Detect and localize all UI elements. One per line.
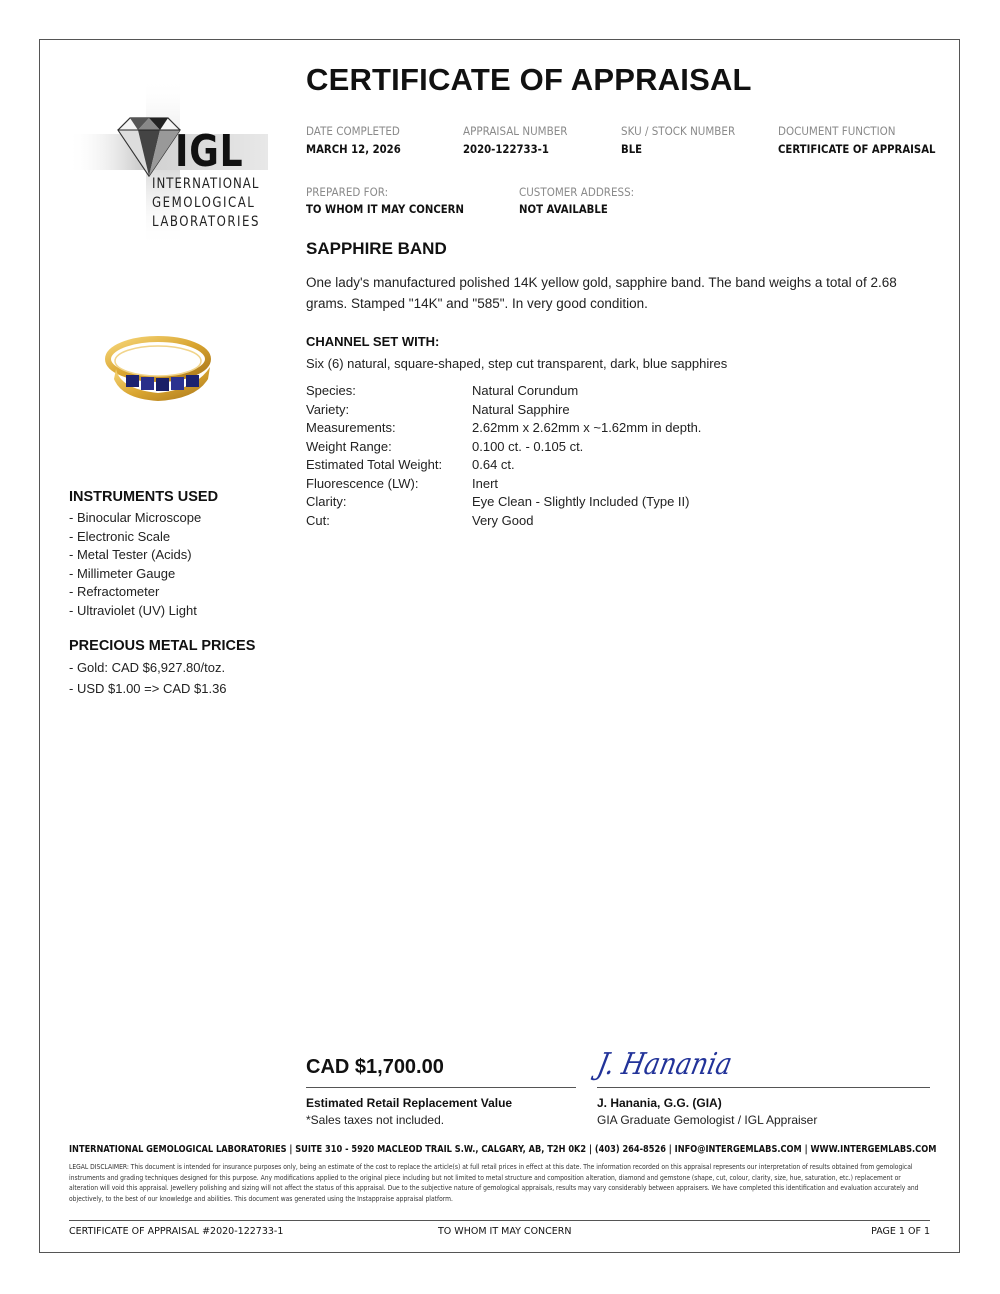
value-underline — [306, 1087, 576, 1088]
spec-row-measurements — [306, 420, 806, 438]
list-item: - Metal Tester (Acids) — [69, 547, 192, 562]
legal-disclaimer: LEGAL DISCLAIMER: This document is intended for insurance purposes only, being an estimate of the cost to replace the article(s) at full retail prices in effect at this date. The information recorded on this appraisal represents our interpretation of results obtained from gemological instruments and grading techniques designed for this purpose. Any modifications applied to the original piece including but not limited to metal structure and composition alteration, diamond and gemstone (shape, cut, colour, clarity, size, hue, saturation, etc.) replacement or alteration will void this appraisal. Jewellery polishing and sizing will not affect the status of this appraisal. Due to the subjective nature of gemological appraisals, results may vary considerably between appraisers. We have completed this identification and evaluation accurately and objectively, to the best of our knowledge and abilities. This document was generated using the Instappraise appraisal platform. — [69, 1162, 919, 1203]
tax-note: *Sales taxes not included. — [306, 1113, 445, 1127]
value-label: Estimated Retail Replacement Value — [306, 1096, 513, 1110]
instruments-list — [69, 510, 201, 621]
spec-row-variety — [306, 402, 806, 420]
spec-row-cut — [306, 513, 806, 531]
footer-recipient: TO WHOM IT MAY CONCERN — [438, 1226, 572, 1237]
list-item: - Binocular Microscope — [69, 510, 202, 525]
footer-divider — [69, 1220, 930, 1221]
spec-value: 0.64 ct. — [472, 457, 515, 472]
appraiser-name: J. Hanania, G.G. (GIA) — [597, 1096, 722, 1110]
document-function-label: DOCUMENT FUNCTION — [778, 124, 896, 138]
item-description: One lady's manufactured polished 14K yellow gold, sapphire band. The band weighs a total of 2.68 grams. Stamped "14K" and "585". In very good condition. — [306, 275, 897, 311]
signature-underline — [597, 1087, 930, 1088]
spec-value: Natural Corundum — [472, 383, 579, 398]
list-item: - Electronic Scale — [69, 528, 171, 544]
footer-certificate-number: CERTIFICATE OF APPRAISAL #2020-122733-1 — [69, 1226, 284, 1237]
date-completed-label: DATE COMPLETED — [306, 124, 400, 138]
sku-value: BLE — [621, 142, 643, 156]
list-item: - USD $1.00 => CAD $1.36 — [69, 681, 227, 696]
spec-key: Cut: — [306, 512, 330, 528]
logo-line-laboratories: LABORATORIES — [152, 214, 260, 230]
prepared-for-label: PREPARED FOR: — [306, 185, 389, 199]
spec-key: Fluorescence (LW): — [306, 475, 419, 491]
sku-label: SKU / STOCK NUMBER — [621, 124, 736, 138]
logo-line-gemological: GEMOLOGICAL — [152, 195, 256, 211]
appraised-value: CAD $1,700.00 — [306, 1056, 444, 1078]
spec-key: Clarity: — [306, 494, 347, 509]
spec-key: Weight Range: — [306, 438, 392, 454]
customer-address-label: CUSTOMER ADDRESS: — [519, 185, 635, 199]
metal-prices-heading: PRECIOUS METAL PRICES — [69, 638, 256, 654]
page-title: CERTIFICATE OF APPRAISAL — [306, 62, 752, 97]
spec-value: Inert — [472, 475, 499, 491]
list-item: - Ultraviolet (UV) Light — [69, 602, 197, 618]
company-contact-line: INTERNATIONAL GEMOLOGICAL LABORATORIES | SUITE 310 - 5920 MACLEOD TRAIL S.W., CALGARY, AB, T2H 0K2 | (403) 264-8526 | INFO@INTERGEMLABS.COM | WWW.INTERGEMLABS.COM — [69, 1144, 937, 1155]
item-name: SAPPHIRE BAND — [306, 239, 447, 258]
spec-row-weight-range — [306, 439, 806, 457]
appraisal-number-label: APPRAISAL NUMBER — [463, 124, 568, 138]
setting-text: Six (6) natural, square-shaped, step cut transparent, dark, blue sapphires — [306, 356, 728, 371]
spec-value: Natural Sapphire — [472, 401, 570, 417]
spec-value: 2.62mm x 2.62mm x ~1.62mm in depth. — [472, 420, 702, 435]
spec-key: Variety: — [306, 401, 350, 417]
spec-row-fluorescence — [306, 476, 806, 494]
appraiser-title: GIA Graduate Gemologist / IGL Appraiser — [597, 1113, 818, 1127]
appraisal-number-value: 2020-122733-1 — [463, 142, 549, 156]
spec-key: Measurements: — [306, 420, 396, 435]
spec-row-species — [306, 383, 806, 401]
footer-page-number: PAGE 1 OF 1 — [871, 1226, 930, 1237]
logo-abbr: IGL — [175, 126, 244, 177]
spec-row-total-weight — [306, 457, 806, 475]
spec-key: Estimated Total Weight: — [306, 457, 443, 472]
list-item: - Refractometer — [69, 584, 160, 599]
date-completed-value: MARCH 12, 2026 — [306, 142, 401, 156]
list-item: - Gold: CAD $6,927.80/toz. — [69, 660, 226, 675]
spec-value: Eye Clean - Slightly Included (Type II) — [472, 494, 690, 509]
metal-prices-list — [69, 660, 227, 700]
signature-image — [594, 1047, 735, 1082]
ring-photo — [100, 325, 220, 405]
sapphire-ring-image — [100, 325, 220, 405]
spec-key: Species: — [306, 383, 356, 398]
logo-line-international: INTERNATIONAL — [152, 176, 260, 192]
spec-value: Very Good — [472, 512, 534, 528]
prepared-for-value: TO WHOM IT MAY CONCERN — [306, 202, 464, 216]
setting-heading: CHANNEL SET WITH: — [306, 334, 440, 349]
document-function-value: CERTIFICATE OF APPRAISAL — [778, 142, 936, 156]
spec-row-clarity — [306, 494, 806, 512]
spec-value: 0.100 ct. - 0.105 ct. — [472, 438, 584, 454]
igl-logo — [68, 78, 268, 248]
list-item: - Millimeter Gauge — [69, 565, 176, 581]
customer-address-value: NOT AVAILABLE — [519, 202, 608, 216]
signature-text: J. Hanania — [594, 1047, 736, 1082]
instruments-heading: INSTRUMENTS USED — [69, 489, 219, 505]
